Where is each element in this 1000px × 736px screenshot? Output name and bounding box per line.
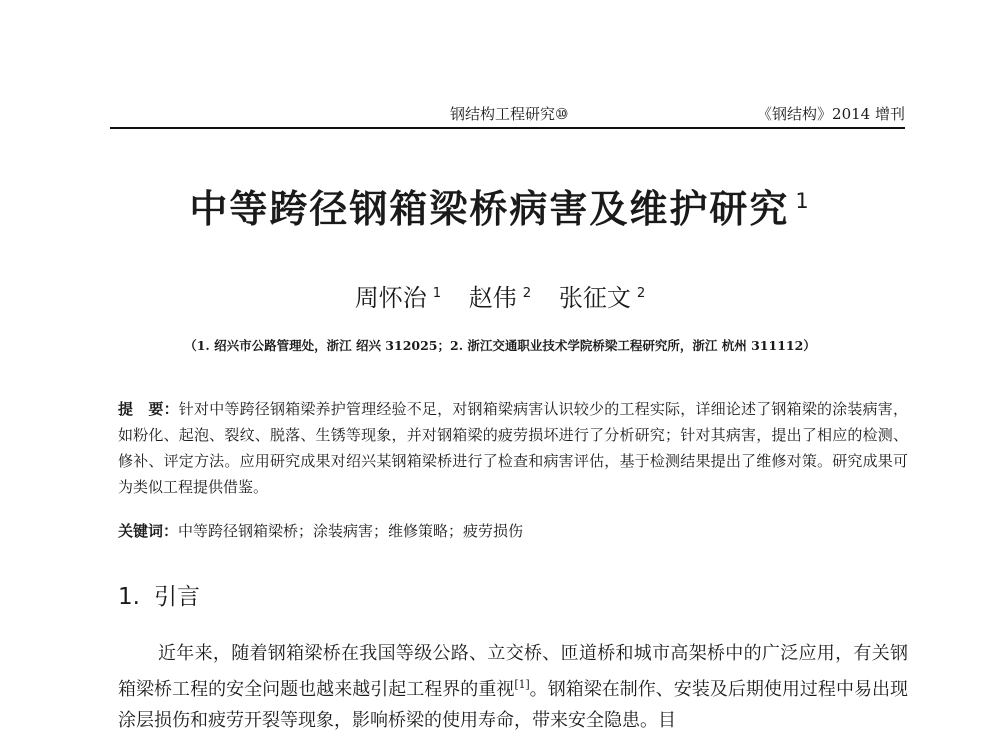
abstract bbox=[118, 396, 908, 500]
author-affil-mark: 2 bbox=[522, 286, 532, 301]
author bbox=[469, 284, 531, 312]
body-text-part2: 。钢箱梁在制作、安装及后期使用过程中易出现涂层损伤和疲劳开裂等现象，影响桥梁的使用寿命，带来安全隐患。目 bbox=[118, 679, 908, 731]
affiliation: （1. 绍兴市公路管理处，浙江 绍兴 312025；2. 浙江交通职业技术学院桥梁工程研究所，浙江 杭州 311112） bbox=[184, 338, 816, 353]
running-header bbox=[110, 100, 905, 124]
author-name: 赵伟 bbox=[468, 284, 517, 312]
header-series: 钢结构工程研究⑩ bbox=[450, 105, 569, 123]
title-text: 中等跨径钢箱梁桥病害及维护研究 bbox=[189, 187, 790, 231]
author bbox=[355, 284, 441, 312]
header-divider bbox=[110, 127, 905, 129]
body-text-part1: 近年来，随着钢箱梁桥在我国等级公路、立交桥、匝道桥和城市高架桥中的广泛应用，有关钢箱梁桥工程的安全问题也越来越引起工程界的重视 bbox=[118, 643, 908, 700]
section-number: 1. bbox=[118, 584, 140, 610]
keywords-label: 关键词： bbox=[118, 522, 179, 540]
citation-ref: [1] bbox=[514, 678, 530, 691]
author bbox=[559, 284, 645, 312]
section-title: 引言 bbox=[153, 584, 200, 610]
author-name: 张征文 bbox=[558, 284, 631, 312]
author-affil-mark: 1 bbox=[432, 286, 442, 301]
body-paragraph bbox=[118, 638, 908, 736]
paper-title bbox=[0, 178, 1000, 233]
author-list bbox=[0, 278, 1000, 313]
header-journal: 《钢结构》2014 增刊 bbox=[757, 105, 905, 123]
author-affil-mark: 2 bbox=[636, 286, 646, 301]
abstract-text: 针对中等跨径钢箱梁养护管理经验不足，对钢箱梁病害认识较少的工程实际，详细论述了钢箱梁的涂装病害，如粉化、起泡、裂纹、脱落、生锈等现象，并对钢箱梁的疲劳损坏进行了分析研究；针对其病害，提出了相应的检测、修补、评定方法。应用研究成果对绍兴某钢箱梁桥进行了检查和病害评估，基于检测结果提出了维修对策。研究成果可为类似工程提供借鉴。 bbox=[118, 400, 908, 496]
author-name: 周怀治 bbox=[354, 284, 427, 312]
section-heading bbox=[118, 578, 200, 611]
title-footnote-mark: 1 bbox=[795, 189, 811, 214]
keywords-text: 中等跨径钢箱梁桥；涂装病害；维修策略；疲劳损伤 bbox=[178, 522, 524, 540]
abstract-label: 提 要： bbox=[118, 400, 179, 418]
keywords bbox=[118, 520, 908, 541]
